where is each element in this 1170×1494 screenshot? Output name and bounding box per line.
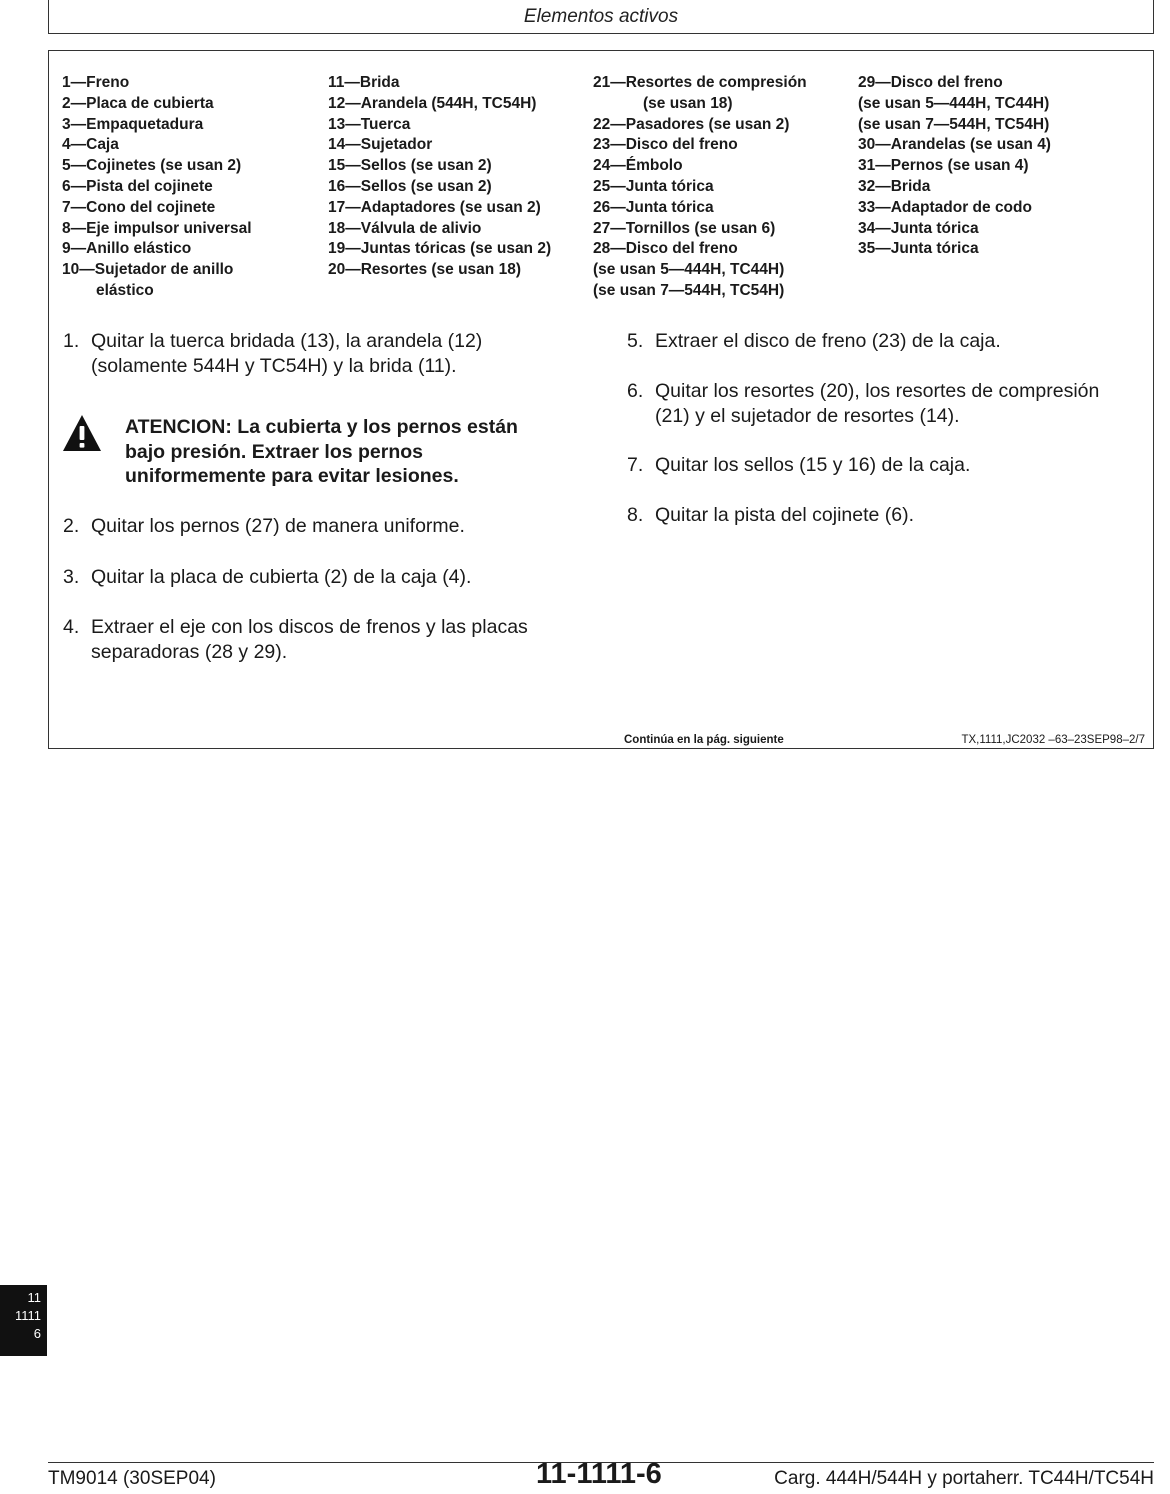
legend-item: 32—Brida bbox=[858, 177, 931, 195]
step-7 bbox=[627, 453, 970, 478]
step-text: Quitar la tuerca bridada (13), la arandela (12) bbox=[91, 330, 483, 352]
page-number: 11-1111-6 bbox=[536, 1458, 662, 1490]
legend-item: 31—Pernos (se usan 4) bbox=[858, 157, 1029, 175]
step-number: 5. bbox=[627, 330, 644, 352]
step-text: Quitar los sellos (15 y 16) de la caja. bbox=[655, 454, 971, 476]
legend-item: 16—Sellos (se usan 2) bbox=[328, 177, 492, 195]
legend-column-3 bbox=[593, 73, 807, 302]
step-text: Extraer el eje con los discos de frenos y las placas bbox=[91, 616, 528, 638]
legend-item: 2—Placa de cubierta bbox=[62, 94, 214, 112]
legend-item: 10—Sujetador de anillo bbox=[62, 261, 234, 279]
header-box bbox=[48, 0, 1154, 34]
legend-item: 5—Cojinetes (se usan 2) bbox=[62, 157, 242, 175]
legend-item: 6—Pista del cojinete bbox=[62, 177, 213, 195]
legend-column-1 bbox=[62, 73, 252, 302]
legend-item-continuation: (se usan 7—544H, TC54H) bbox=[858, 115, 1050, 133]
step-4 bbox=[63, 615, 528, 664]
tab-line: 6 bbox=[33, 1326, 41, 1341]
legend-item-continuation: (se usan 18) bbox=[643, 94, 733, 112]
step-number: 4. bbox=[63, 616, 80, 638]
legend-item: 35—Junta tórica bbox=[858, 240, 979, 258]
legend-item: 29—Disco del freno bbox=[858, 74, 1003, 91]
legend-item: 4—Caja bbox=[62, 136, 119, 154]
step-text: (21) y el sujetador de resortes (14). bbox=[655, 404, 960, 427]
step-number: 3. bbox=[63, 566, 80, 588]
legend-item: 22—Pasadores (se usan 2) bbox=[593, 115, 790, 133]
legend-item: 12—Arandela (544H, TC54H) bbox=[328, 94, 537, 112]
step-text: Quitar la pista del cojinete (6). bbox=[655, 504, 915, 526]
legend-item: 33—Adaptador de codo bbox=[858, 198, 1032, 216]
legend-item: 30—Arandelas (se usan 4) bbox=[858, 136, 1051, 154]
step-number: 7. bbox=[627, 454, 644, 476]
step-number: 2. bbox=[63, 515, 80, 537]
content-box bbox=[48, 50, 1154, 749]
step-6 bbox=[627, 379, 1099, 428]
legend-item: 21—Resortes de compresión bbox=[593, 74, 807, 91]
manual-id: TM9014 (30SEP04) bbox=[48, 1468, 216, 1489]
step-number: 6. bbox=[627, 380, 644, 402]
warning-line: uniformemente para evitar lesiones. bbox=[125, 465, 459, 487]
legend-item: 19—Juntas tóricas (se usan 2) bbox=[328, 240, 552, 258]
warning-icon bbox=[62, 413, 102, 453]
step-text: Quitar los pernos (27) de manera uniforme. bbox=[91, 515, 465, 537]
step-text: Quitar la placa de cubierta (2) de la caja (4). bbox=[91, 566, 472, 588]
legend-item: 18—Válvula de alivio bbox=[328, 219, 482, 237]
legend-item: 34—Junta tórica bbox=[858, 219, 979, 237]
legend-item: 7—Cono del cojinete bbox=[62, 198, 216, 216]
reference-code: TX,1111,JC2032 –63–23SEP98–2/7 bbox=[961, 734, 1145, 746]
legend-item: 25—Junta tórica bbox=[593, 177, 714, 195]
legend-item: 23—Disco del freno bbox=[593, 136, 738, 154]
warning-text bbox=[125, 415, 518, 489]
legend-item: 20—Resortes (se usan 18) bbox=[328, 261, 521, 279]
step-text: Quitar los resortes (20), los resortes de compresión bbox=[655, 380, 1100, 402]
legend-item-continuation: (se usan 5—444H, TC44H) bbox=[858, 94, 1050, 112]
legend-item: 26—Junta tórica bbox=[593, 198, 714, 216]
legend-item: 17—Adaptadores (se usan 2) bbox=[328, 198, 541, 216]
step-text: separadoras (28 y 29). bbox=[91, 640, 288, 663]
step-3 bbox=[63, 565, 471, 590]
legend-item-continuation: (se usan 5—444H, TC44H) bbox=[593, 261, 785, 279]
legend-item: 9—Anillo elástico bbox=[62, 240, 192, 258]
continue-note: Continúa en la pág. siguiente bbox=[624, 734, 784, 746]
legend-item: 13—Tuerca bbox=[328, 115, 411, 133]
legend-column-4 bbox=[858, 73, 1051, 260]
warning-line: bajo presión. Extraer los pernos bbox=[125, 440, 424, 463]
legend-item: 8—Eje impulsor universal bbox=[62, 219, 252, 237]
legend-item: 11—Brida bbox=[328, 74, 400, 91]
legend-item: 28—Disco del freno bbox=[593, 240, 738, 258]
legend-item-continuation: elástico bbox=[96, 281, 154, 299]
page-title: Elementos activos bbox=[523, 6, 679, 27]
step-text: Extraer el disco de freno (23) de la caja. bbox=[655, 330, 1001, 352]
tab-line: 11 bbox=[27, 1290, 41, 1305]
section-tab bbox=[0, 1285, 47, 1356]
step-2 bbox=[63, 514, 465, 539]
legend-item: 27—Tornillos (se usan 6) bbox=[593, 219, 776, 237]
tab-line: 1111 bbox=[14, 1308, 41, 1323]
step-number: 8. bbox=[627, 504, 644, 526]
step-text: (solamente 544H y TC54H) y la brida (11). bbox=[91, 354, 457, 377]
legend-item-continuation: (se usan 7—544H, TC54H) bbox=[593, 281, 785, 299]
legend-item: 15—Sellos (se usan 2) bbox=[328, 157, 492, 175]
legend-column-2 bbox=[328, 73, 551, 281]
step-8 bbox=[627, 503, 914, 528]
step-5 bbox=[627, 329, 1001, 354]
legend-item: 1—Freno bbox=[62, 74, 130, 91]
step-number: 1. bbox=[63, 330, 80, 352]
legend-item: 14—Sujetador bbox=[328, 136, 433, 154]
legend-item: 24—Émbolo bbox=[593, 157, 683, 175]
legend-item: 3—Empaquetadura bbox=[62, 115, 204, 133]
warning-line: ATENCION: La cubierta y los pernos están bbox=[125, 416, 518, 438]
step-1 bbox=[63, 329, 482, 378]
machine-title: Carg. 444H/544H y portaherr. TC44H/TC54H bbox=[774, 1468, 1154, 1489]
